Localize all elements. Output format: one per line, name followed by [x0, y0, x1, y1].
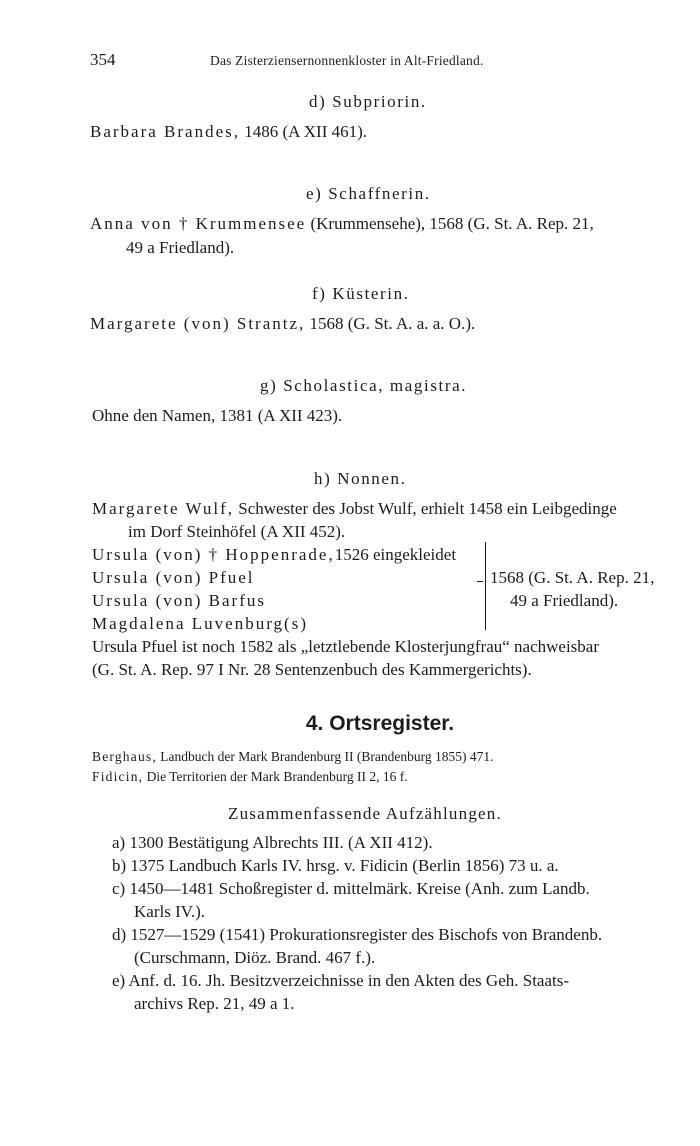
- entry-f: [90, 314, 475, 334]
- entry-d-name: Barbara Brandes,: [90, 122, 241, 141]
- section-heading-e: e) Schaffnerin.: [306, 184, 431, 203]
- curly-bracket-tip: [477, 581, 483, 582]
- summary-item-e: e) Anf. d. 16. Jh. Besitzverzeichnisse in den Akten des Geh. Staats-: [112, 971, 570, 990]
- register-source-1: [92, 749, 493, 765]
- entry-h-last-line-2: (G. St. A. Rep. 97 I Nr. 28 Sentenzenbuch des Kammergerichts).: [92, 660, 532, 679]
- summary-item-b: b) 1375 Landbuch Karls IV. hrsg. v. Fidicin (Berlin 1856) 73 u. a.: [112, 856, 559, 875]
- register-source-2-author: Fidicin,: [92, 769, 144, 784]
- section-heading-h: h) Nonnen.: [314, 469, 407, 488]
- curly-bracket: [477, 542, 486, 630]
- summary-item-c-continuation: Karls IV.).: [134, 902, 205, 921]
- bracket-row-3: Ursula (von) Barfus: [92, 591, 266, 610]
- register-source-1-text: Landbuch der Mark Brandenburg II (Brandenburg 1855) 471.: [160, 749, 494, 764]
- entry-g: Ohne den Namen, 1381 (A XII 423).: [92, 406, 343, 425]
- entry-f-name: Margarete (von) Strantz,: [90, 314, 306, 333]
- entry-f-rest: 1568 (G. St. A. a. a. O.).: [309, 314, 476, 333]
- bracket-row-1-name: Ursula (von) † Hoppenrade,: [92, 545, 335, 564]
- register-source-1-author: Berghaus,: [92, 749, 157, 764]
- entry-h-first-name: Margarete Wulf,: [92, 499, 234, 518]
- bracket-row-1: [92, 545, 456, 565]
- summary-item-e-continuation: archivs Rep. 21, 49 a 1.: [134, 994, 295, 1013]
- entry-h-first: [92, 499, 617, 519]
- entry-d-rest: 1486 (A XII 461).: [244, 122, 368, 141]
- running-title: Das Zisterziensernonnenkloster in Alt-Friedland.: [210, 53, 484, 68]
- entry-h-first-rest: Schwester des Jobst Wulf, erhielt 1458 ein Leibgedinge: [238, 499, 617, 518]
- entry-e: [90, 214, 594, 234]
- bracket-note-line-1: 1568 (G. St. A. Rep. 21,: [490, 568, 655, 587]
- summary-item-d: d) 1527—1529 (1541) Prokurationsregister des Bischofs von Brandenb.: [112, 925, 603, 944]
- entry-h-last-line-1: Ursula Pfuel ist noch 1582 als „letztlebende Klosterjungfrau“ nachweisbar: [92, 637, 600, 656]
- entry-e-name: Anna von † Krummensee: [90, 214, 307, 233]
- bracket-row-2: Ursula (von) Pfuel: [92, 568, 255, 587]
- register-title: 4. Ortsregister.: [305, 712, 455, 735]
- bracket-row-4: Magdalena Luvenburg(s): [92, 614, 308, 633]
- bracket-row-1-rest: 1526 eingekleidet: [334, 545, 457, 564]
- section-heading-g: g) Scholastica, magistra.: [260, 376, 468, 395]
- section-heading-f: f) Küsterin.: [312, 284, 410, 303]
- entry-h-first-continuation: im Dorf Steinhöfel (A XII 452).: [128, 522, 346, 541]
- summary-heading: Zusammenfassende Aufzählungen.: [228, 804, 502, 823]
- entry-e-continuation: 49 a Friedland).: [126, 238, 235, 257]
- page-number: 354: [90, 50, 116, 69]
- summary-item-d-continuation: (Curschmann, Diöz. Brand. 467 f.).: [134, 948, 376, 967]
- register-source-2: [92, 769, 408, 785]
- entry-d: [90, 122, 367, 142]
- entry-e-rest: (Krummensehe), 1568 (G. St. A. Rep. 21,: [310, 214, 594, 233]
- summary-item-a: a) 1300 Bestätigung Albrechts III. (A XII 412).: [112, 833, 433, 852]
- summary-item-c: c) 1450—1481 Schoßregister d. mittelmärk. Kreise (Anh. zum Landb.: [112, 879, 590, 898]
- bracket-note-line-2: 49 a Friedland).: [510, 591, 619, 610]
- register-source-2-text: Die Territorien der Mark Brandenburg II 2, 16 f.: [146, 769, 408, 784]
- section-heading-d: d) Subpriorin.: [309, 92, 427, 111]
